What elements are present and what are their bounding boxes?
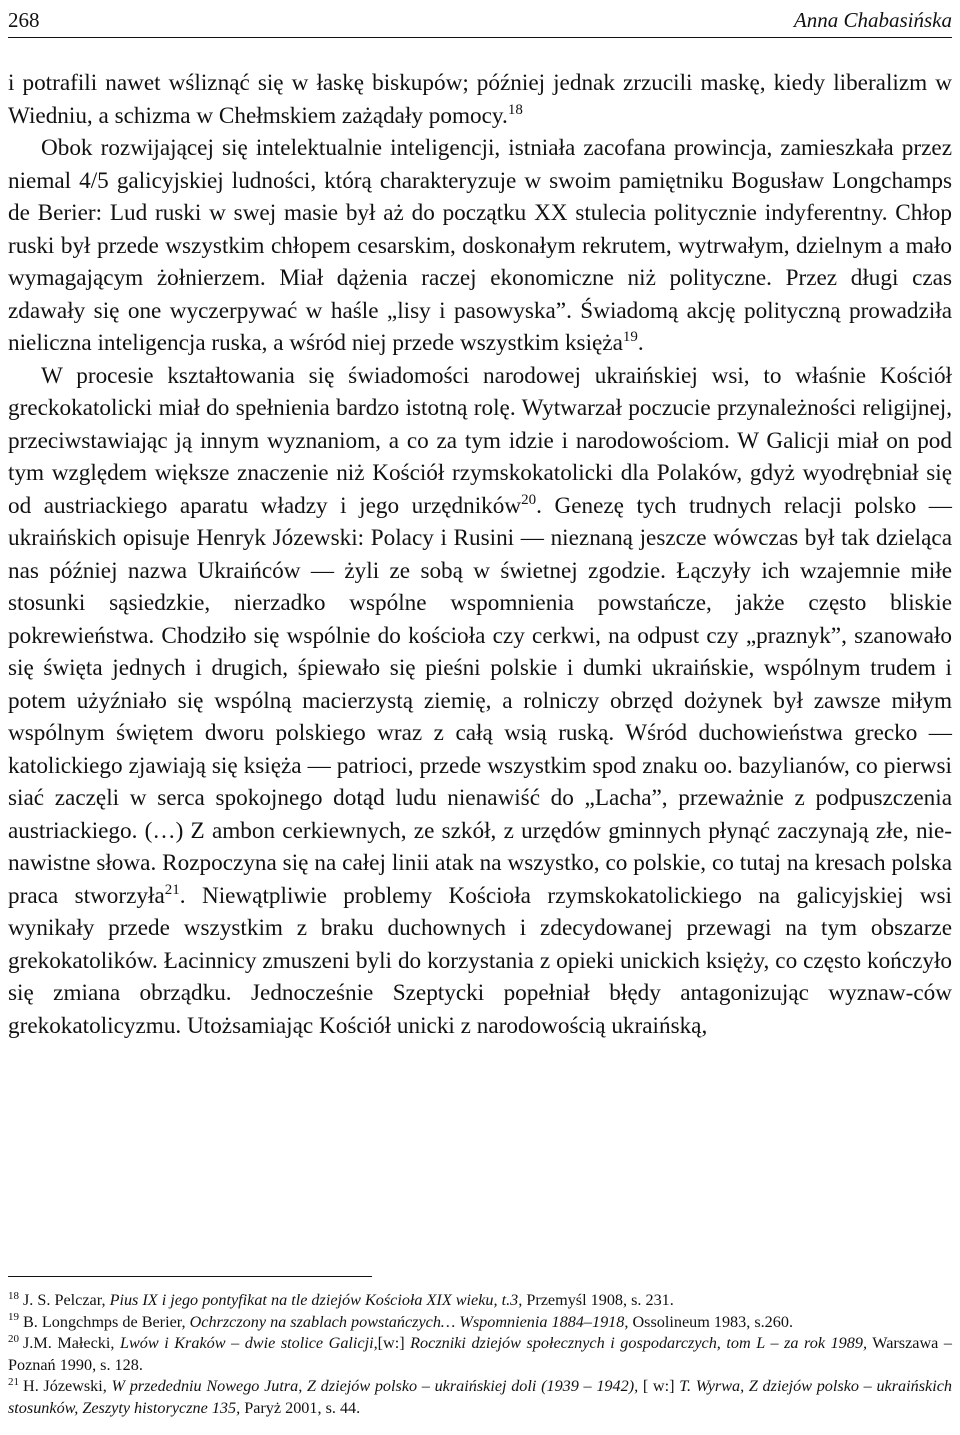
footnote-in: [ w:] (638, 1377, 680, 1395)
footnote-author: J. S. Pelczar, (23, 1291, 110, 1309)
paragraph-1-text: i potrafili nawet wśliznąć się w łaskę biskupów; później jednak zrzucili maskę, kiedy liberalizm w Wiedniu, a schizma w Chełmskiem zażądały pomocy. (8, 70, 952, 129)
footnote-author: B. Longchmps de Berier, (23, 1312, 190, 1331)
paragraph-2-text: Obok rozwijającej się intelektualnie inteligencji, istniała zacofana prowincja, zamieszkała przez niemal 4/5 galicyjskiej ludności, którą charakteryzuje w swoim pamiętniku Bogusław Longchamps de Berier: Lud ruski w swej masie był aż do początku XX stulecia politycznie indyferentny. Chłop ruski był przede wszystkim chłopem cesarskim, doskonałym rekrutem, wytrwałym, dzielnym a mało wymagającym żołnierzem. Miał dążenia raczej ekonomiczne niż polityczne. Przez długi czas zdawały się one wyczerpywać w haśle „lisy i pasowyska”. Świadomą akcję polityczną prowadziła nieliczna inteligencja ruska, a wśród niej przede wszystkim księża (8, 135, 952, 356)
main-text (8, 67, 952, 1042)
footnote-separator (8, 1276, 372, 1277)
footnote-ref-19[interactable]: 19 (622, 329, 638, 345)
footnote-title: Pius IX i jego pontyfikat na tle dziejów Kościoła XIX wieku, t.3, (109, 1291, 523, 1309)
paragraph-3-text-b: . Genezę tych trudnych relacji polsko — ukraińskich opisuje Henryk Józewski: Polacy i Rusini — nieznaną jeszcze wówczas był tak dzieląca nas później nazwa Ukraińców — żyli ze sobą w świetnej zgodzie. Łączyły ich wzajemnie miłe stosunki sąsiedzkie, nierzadko wspólne wspomnienia powstańcze, jakże często bliskie pokrewieństwa. Chodziło się wspólnie do kościoła czy cerkwi, na odpust czy „praznyk”, szanowało się święta jednych i drugich, śpiewało się pieśni polskie i dumki ukraińskie, wspólnym trudem i potem użyźniało się wspólną macierzystą ziemię, a rolniczy obrzęd dożynek był zawsze miłym wspólnym świętem dworu polskiego wraz z całą wsią ruską. Wśród duchowieństwa grecko — katolickiego zjawiają się księża — patrioci, przede wszystkim spod znaku oo. bazylianów, co pierwsi siać zaczęli w serca spokojnego dotąd ludu nienawiść do „Lacha”, przeważnie z podpuszczenia austriackiego. (…) Z ambon cerkiewnych, ze szkół, z urzędów gminnych płynąć zaczynają złe, nie-nawistne słowa. Rozpoczyna się na całej linii atak na wszystko, co polskie, co tutaj na kresach polska praca stworzyła (8, 492, 952, 909)
footnote-number: 18 (8, 1289, 19, 1302)
paragraph-3-text-c: . Niewątpliwie problemy Kościoła rzymskokatolickiego na galicyjskiej wsi wynikały przede wszystkim z braku duchownych i zdecydowanej przewagi na tym obszarze grekokatolików. Łacinnicy zmuszeni byli do korzystania z opieki unickich księży, co często kończyło się zmiana obrządku. Jednocześnie Szeptycki popełniał błędy antagonizując wyznaw-ców grekokatolicyzmu. Utożsamiając Kościół unicki z narodowością ukraińską, (8, 882, 952, 1039)
footnote-publication: Przemyśl 1908, s. 231. (522, 1291, 674, 1309)
footnote-series-title: T. Wyrwa, Z dziejów polsko – ukraińskich stosunków, Zeszyty historyczne 135, (8, 1377, 952, 1417)
paragraph-3 (8, 360, 952, 1043)
footnote-21 (8, 1376, 952, 1419)
page-number: 268 (8, 8, 40, 32)
footnote-20 (8, 1333, 952, 1376)
footnote-publication: Ossolineum 1983, s.260. (628, 1312, 794, 1331)
footnote-in: [w:] (377, 1334, 411, 1352)
paragraph-3-text-a: W procesie kształtowania się świadomości narodowej ukraińskiej wsi, to właśnie Kościół greckokatolicki miał do spełnienia bardzo istotną rolę. Wytwarzał poczucie przynależności religijnej, przeciwstawiając ją innym wyznaniom, a co za tym idzie i narodowościom. W Galicji miał on pod tym względem większe znaczenie niż Kościół rzymskokatolicki dla Polaków, gdyż wyodrębniał się od austriackiego aparatu władzy i jego urzędników (8, 362, 952, 519)
footnote-title: Ochrzczony na szablach powstańczych… Wspomnienia 1884–1918, (189, 1312, 629, 1331)
footnote-ref-21[interactable]: 21 (164, 881, 180, 898)
paragraph-2-end: . (637, 330, 644, 356)
footnote-series-title: Roczniki dziejów społecznych i gospodarczych, tom L – za rok 1989, (410, 1334, 867, 1352)
footnote-publication: Warszawa – Poznań 1990, s. 128. (8, 1334, 952, 1374)
footnote-author: H. Józewski, (23, 1377, 112, 1395)
footnote-18 (8, 1290, 952, 1312)
footnote-number: 19 (8, 1311, 19, 1324)
paragraph-2 (8, 132, 952, 360)
footnote-ref-18[interactable]: 18 (507, 101, 523, 118)
running-author: Anna Chabasińska (793, 8, 952, 32)
footnote-publication: Paryż 2001, s. 44. (240, 1398, 361, 1417)
footnote-title: Lwów i Kraków – dwie stolice Galicji, (119, 1334, 378, 1352)
footnote-title: W przededniu Nowego Jutra, Z dziejów polsko – ukraińskiej doli (1939 – 1942), (111, 1377, 639, 1395)
footnote-19 (8, 1312, 952, 1334)
paragraph-1 (8, 67, 952, 132)
footnotes (8, 1290, 952, 1419)
running-header (8, 0, 952, 38)
footnote-number: 21 (8, 1375, 19, 1388)
footnote-ref-20[interactable]: 20 (521, 491, 537, 508)
footnote-author: J.M. Małecki, (23, 1334, 120, 1352)
footnote-number: 20 (8, 1332, 19, 1345)
